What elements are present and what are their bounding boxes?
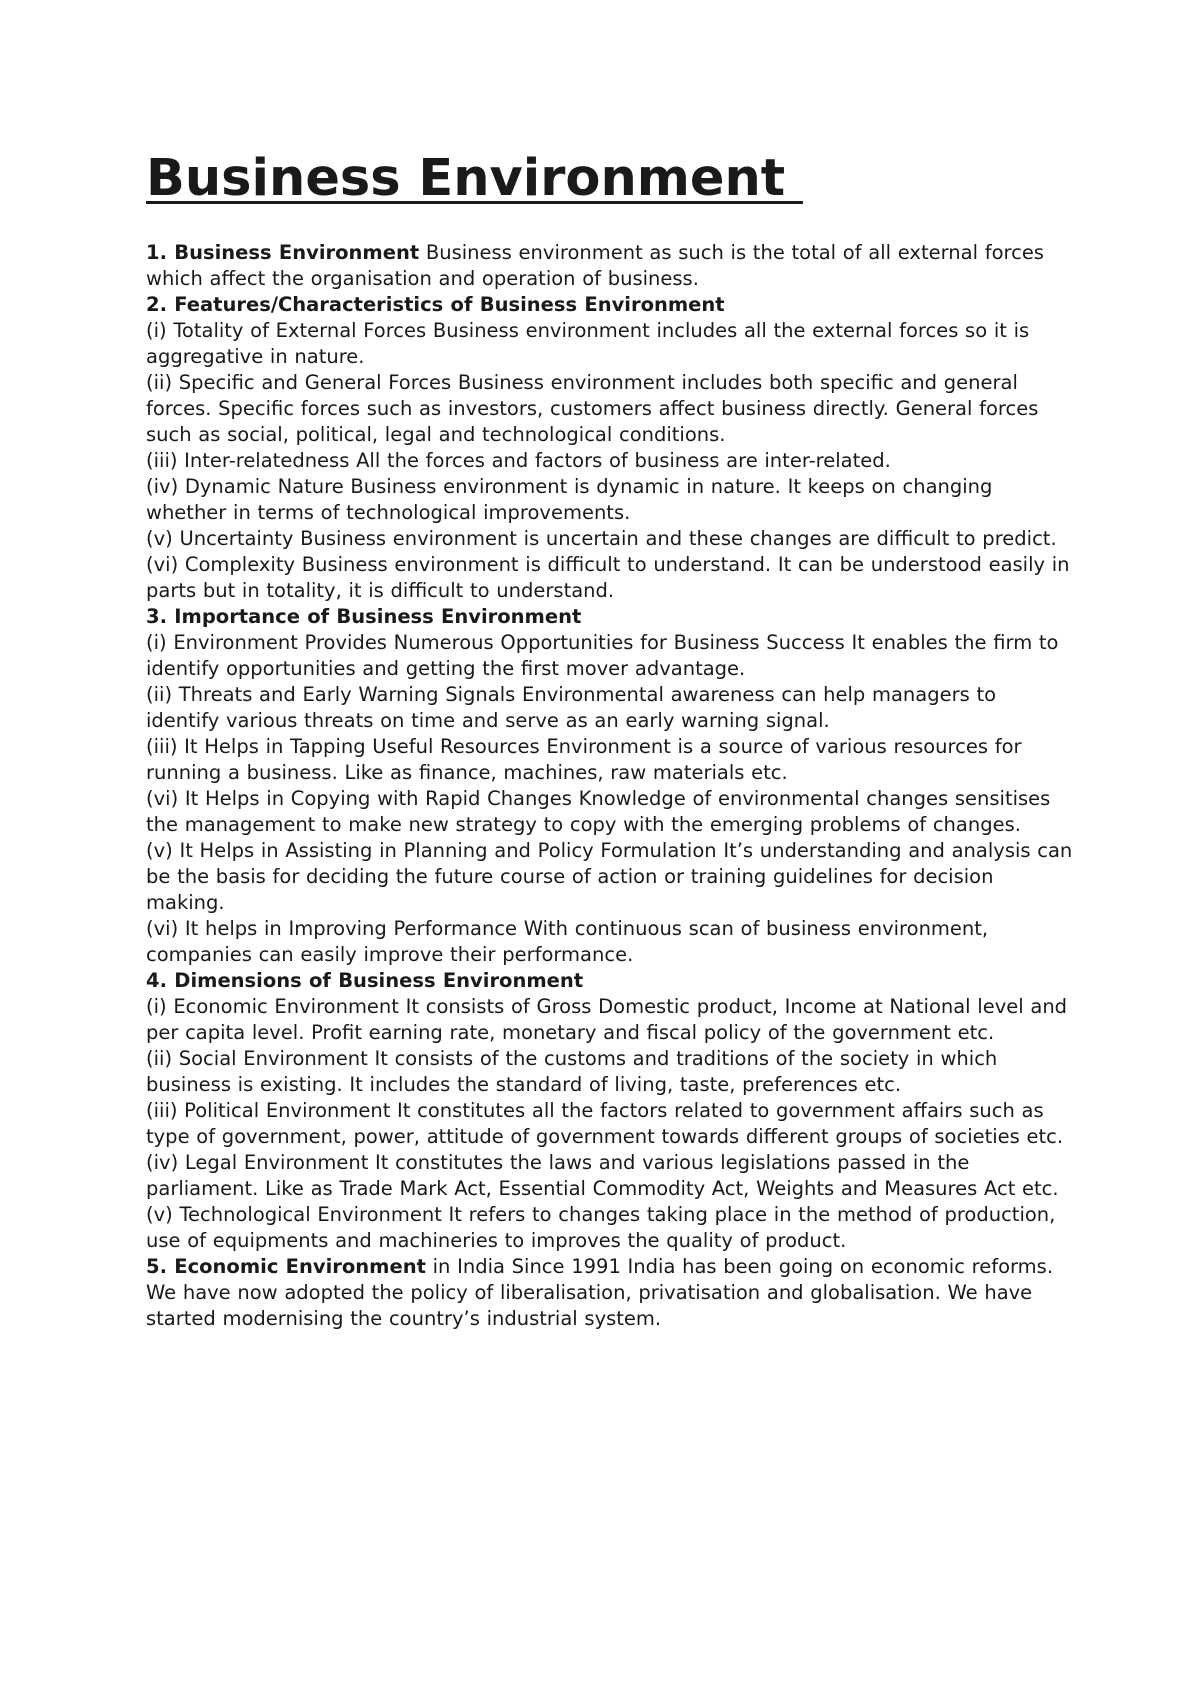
document-body	[146, 240, 1076, 1332]
paragraph	[146, 734, 1076, 786]
section-heading: 5. Economic Environment	[146, 1255, 426, 1278]
paragraph	[146, 838, 1076, 916]
paragraph-text: (iv) Legal Environment It constitutes the laws and various legislations passed in the parliament. Like as Trade Mark Act, Essential Commodity Act, Weights and Measures Act etc.	[146, 1151, 1059, 1200]
paragraph-text: (v) Uncertainty Business environment is uncertain and these changes are difficult to predict.	[146, 527, 1057, 550]
paragraph-text: Business environment as such is the total of all external forces which affect the organisation and operation of business.	[146, 241, 1044, 290]
paragraph	[146, 968, 1076, 994]
paragraph	[146, 526, 1076, 552]
paragraph	[146, 604, 1076, 630]
paragraph	[146, 240, 1076, 292]
paragraph	[146, 474, 1076, 526]
paragraph	[146, 786, 1076, 838]
paragraph-text: (vi) It Helps in Copying with Rapid Changes Knowledge of environmental changes sensitises the management to make new strategy to copy with the emerging problems of changes.	[146, 787, 1051, 836]
section-heading: 1. Business Environment	[146, 241, 420, 264]
section-heading: 2. Features/Characteristics of Business Environment	[146, 293, 725, 316]
paragraph	[146, 1046, 1076, 1098]
paragraph	[146, 630, 1076, 682]
paragraph-text: (v) Technological Environment It refers to changes taking place in the method of production, use of equipments and machineries to improves the quality of product.	[146, 1203, 1056, 1252]
paragraph-text: (ii) Threats and Early Warning Signals Environmental awareness can help managers to identify various threats on time and serve as an early warning signal.	[146, 683, 997, 732]
document-page	[146, 150, 1076, 1332]
paragraph	[146, 448, 1076, 474]
paragraph	[146, 916, 1076, 968]
paragraph-text: (iv) Dynamic Nature Business environment is dynamic in nature. It keeps on changing whether in terms of technological improvements.	[146, 475, 993, 524]
paragraph-text: (iii) Inter-relatedness All the forces and factors of business are inter-related.	[146, 449, 891, 472]
paragraph	[146, 1150, 1076, 1202]
paragraph	[146, 1254, 1076, 1332]
section-heading: 4. Dimensions of Business Environment	[146, 969, 584, 992]
paragraph-text: (vi) Complexity Business environment is difficult to understand. It can be understood easily in parts but in totality, it is difficult to understand.	[146, 553, 1070, 602]
paragraph-text: (i) Environment Provides Numerous Opportunities for Business Success It enables the firm to identify opportunities and getting the first mover advantage.	[146, 631, 1059, 680]
paragraph	[146, 682, 1076, 734]
section-heading: 3. Importance of Business Environment	[146, 605, 582, 628]
paragraph	[146, 1202, 1076, 1254]
paragraph-text: (iii) It Helps in Tapping Useful Resources Environment is a source of various resources for running a business. Like as finance, machines, raw materials etc.	[146, 735, 1022, 784]
paragraph-text: in India Since 1991 India has been going on economic reforms. We have now adopted the policy of liberalisation, privatisation and globalisation. We have started modernising the country’s industrial system.	[146, 1255, 1054, 1330]
paragraph-text: (i) Totality of External Forces Business environment includes all the external forces so it is aggregative in nature.	[146, 319, 1030, 368]
paragraph	[146, 552, 1076, 604]
paragraph-text: (vi) It helps in Improving Performance With continuous scan of business environment, companies can easily improve their performance.	[146, 917, 989, 966]
paragraph-text: (ii) Specific and General Forces Business environment includes both specific and general forces. Specific forces such as investors, customers affect business directly. General forces such as social, political, legal and technological conditions.	[146, 371, 1039, 446]
document-title: Business Environment	[146, 149, 803, 208]
paragraph	[146, 994, 1076, 1046]
paragraph	[146, 292, 1076, 318]
paragraph	[146, 318, 1076, 370]
paragraph-text: (ii) Social Environment It consists of the customs and traditions of the society in which business is existing. It includes the standard of living, taste, preferences etc.	[146, 1047, 998, 1096]
paragraph-text: (iii) Political Environment It constitutes all the factors related to government affairs such as type of government, power, attitude of government towards different groups of societies etc.	[146, 1099, 1064, 1148]
paragraph-text: (v) It Helps in Assisting in Planning and Policy Formulation It’s understanding and analysis can be the basis for deciding the future course of action or training guidelines for decision making.	[146, 839, 1073, 914]
paragraph	[146, 1098, 1076, 1150]
paragraph-text: (i) Economic Environment It consists of Gross Domestic product, Income at National level and per capita level. Profit earning rate, monetary and fiscal policy of the government etc.	[146, 995, 1068, 1044]
paragraph	[146, 370, 1076, 448]
